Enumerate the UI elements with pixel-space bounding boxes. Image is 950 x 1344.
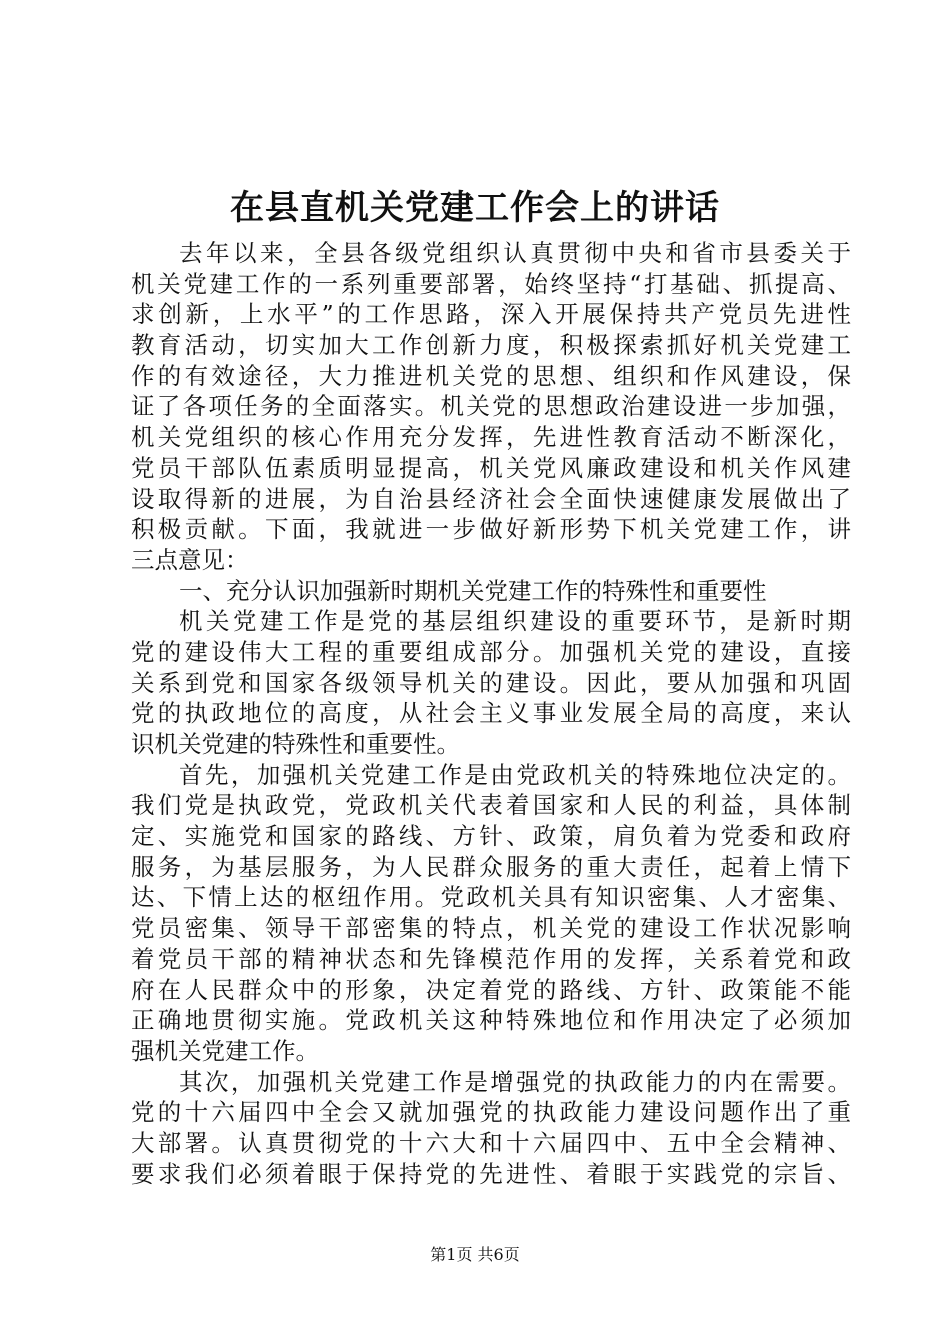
paragraph-line: 党的建设伟大工程的重要组成部分。加强机关党的建设，直接 — [131, 637, 851, 666]
paragraph-line: 着党员干部的精神状态和先锋模范作用的发挥，关系着党和政 — [131, 944, 851, 973]
paragraph-line: 机关党组织的核心作用充分发挥，先进性教育活动不断深化， — [131, 423, 851, 452]
paragraph-line: 首先，加强机关党建工作是由党政机关的特殊地位决定的。 — [179, 760, 851, 789]
paragraph-line: 党的十六届四中全会又就加强党的执政能力建设问题作出了重 — [131, 1098, 851, 1127]
paragraph-line: 定、实施党和国家的路线、方针、政策，肩负着为党委和政府 — [131, 822, 851, 851]
document-title: 在县直机关党建工作会上的讲话 — [230, 188, 720, 228]
paragraph-line: 达、下情上达的枢纽作用。党政机关具有知识密集、人才密集、 — [131, 883, 851, 912]
paragraph-line: 求创新，上水平”的工作思路，深入开展保持共产党员先进性 — [131, 300, 851, 329]
paragraph-line: 服务，为基层服务，为人民群众服务的重大责任，起着上情下 — [131, 852, 851, 881]
section-heading: 一、充分认识加强新时期机关党建工作的特殊性和重要性 — [179, 576, 767, 605]
paragraph-line: 其次，加强机关党建工作是增强党的执政能力的内在需要。 — [179, 1067, 851, 1096]
paragraph-line: 府在人民群众中的形象，决定着党的路线、方针、政策能不能 — [131, 975, 851, 1004]
paragraph-line: 教育活动，切实加大工作创新力度，积极探索抓好机关党建工 — [131, 331, 851, 360]
paragraph-line: 识机关党建的特殊性和重要性。 — [131, 730, 460, 758]
paragraph-line: 去年以来，全县各级党组织认真贯彻中央和省市县委关于 — [179, 239, 851, 267]
paragraph-line: 党的执政地位的高度，从社会主义事业发展全局的高度，来认 — [131, 699, 851, 728]
paragraph-line: 要求我们必须着眼于保持党的先进性、着眼于实践党的宗旨、 — [131, 1159, 851, 1188]
paragraph-line: 大部署。认真贯彻党的十六大和十六届四中、五中全会精神、 — [131, 1128, 851, 1157]
paragraph-line: 党员干部队伍素质明显提高，机关党风廉政建设和机关作风建 — [131, 453, 851, 482]
document-body — [131, 238, 851, 1189]
paragraph-line: 三点意见： — [131, 545, 249, 574]
paragraph-line: 正确地贯彻实施。党政机关这种特殊地位和作用决定了必须加 — [131, 1006, 851, 1035]
paragraph-line: 机关党建工作是党的基层组织建设的重要环节，是新时期 — [179, 607, 851, 636]
paragraph-line: 党员密集、领导干部密集的特点，机关党的建设工作状况影响 — [131, 914, 851, 943]
paragraph-line: 关系到党和国家各级领导机关的建设。因此，要从加强和巩固 — [131, 668, 851, 697]
paragraph-line: 我们党是执政党，党政机关代表着国家和人民的利益，具体制 — [131, 791, 851, 820]
paragraph-line: 设取得新的进展，为自治县经济社会全面快速健康发展做出了 — [131, 484, 851, 513]
paragraph-line: 强机关党建工作。 — [131, 1036, 319, 1065]
paragraph-line: 证了各项任务的全面落实。机关党的思想政治建设进一步加强， — [131, 392, 851, 421]
paragraph-line: 积极贡献。下面，我就进一步做好新形势下机关党建工作，讲 — [131, 515, 851, 544]
paragraph-line: 机关党建工作的一系列重要部署，始终坚持“打基础、抓提高、 — [131, 269, 851, 298]
paragraph-line: 作的有效途径，大力推进机关党的思想、组织和作风建设，保 — [131, 361, 851, 390]
page-footer: 第1页 共6页 — [430, 1245, 520, 1264]
